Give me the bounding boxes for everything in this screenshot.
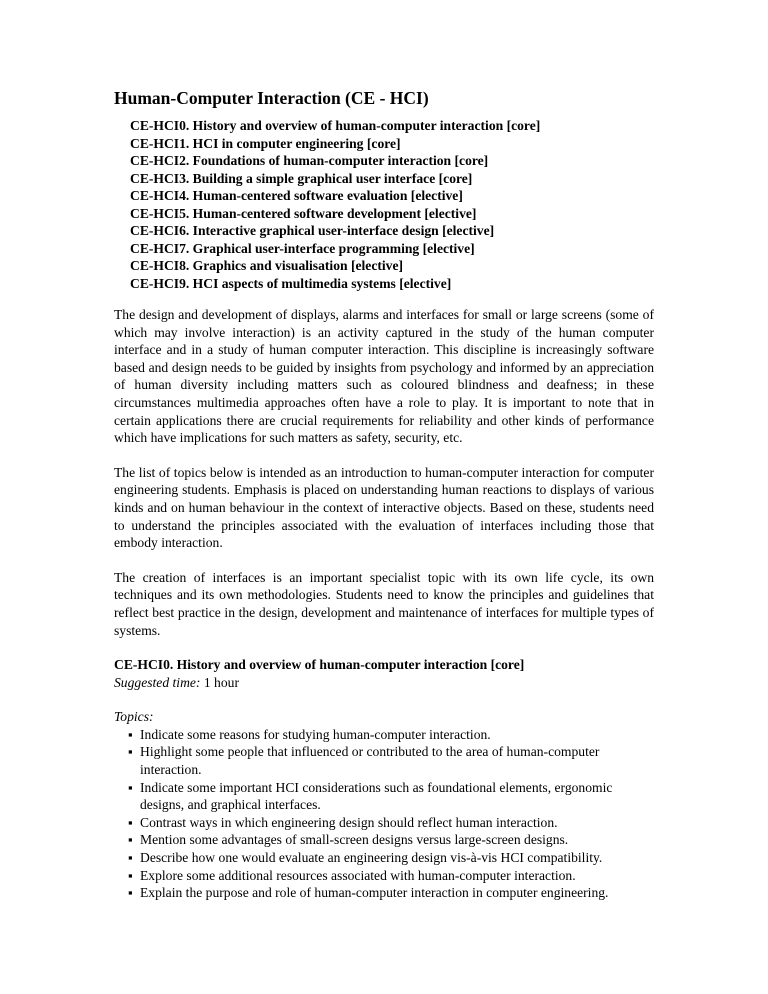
unit-list-item: CE-HCI4. Human-centered software evaluation [elective] (130, 188, 463, 203)
document-page (114, 88, 654, 902)
topic-item: ▪ Mention some advantages of small-screen designs versus large-screen designs. (128, 831, 654, 849)
section-heading: CE-HCI0. History and overview of human-computer interaction [core] (114, 657, 525, 673)
topic-item: ▪ Indicate some reasons for studying human-computer interaction. (128, 726, 654, 744)
suggested-time-label: Suggested time: (114, 674, 201, 690)
unit-list (130, 117, 654, 292)
suggested-time (114, 674, 654, 692)
unit-list-item: CE-HCI0. History and overview of human-computer interaction [core] (130, 118, 541, 133)
intro-paragraph: The design and development of displays, alarms and interfaces for small or large screens (some of which may involve interaction) is an activity captured in the study of the human computer interface and in a study of human computer interaction. This discipline is increasingly software based and design needs to be guided by insights from psychology and informed by an appreciation of human diversity including matters such as coloured blindness and deafness; in these circumstances multimedia approaches often have a role to play. It is important to note that in certain applications there are crucial requirements for reliability and other kinds of performance which have implications for such matters as safety, security, etc. (114, 307, 654, 446)
section-hci0 (114, 656, 654, 902)
topic-item: ▪ Highlight some people that influenced or contributed to the area of human-computer interaction. (128, 743, 654, 778)
unit-list-item: CE-HCI2. Foundations of human-computer interaction [core] (130, 153, 489, 168)
suggested-time-value: 1 hour (200, 674, 239, 690)
interfaces-paragraph: The creation of interfaces is an important specialist topic with its own life cycle, its own techniques and its own methodologies. Students need to know the principles and guidelines that reflect best practice in the design, development and maintenance of interfaces for multiple types of systems. (114, 569, 654, 638)
unit-list-item: CE-HCI9. HCI aspects of multimedia systems [elective] (130, 275, 452, 291)
topic-item: ▪ Describe how one would evaluate an engineering design vis-à-vis HCI compatibility. (128, 849, 654, 867)
topics-label: Topics: (114, 709, 154, 725)
topic-item: ▪ Explain the purpose and role of human-computer interaction in computer engineering. (128, 884, 654, 902)
topic-item: ▪ Indicate some important HCI considerations such as foundational elements, ergonomic designs, and graphical interfaces. (128, 779, 654, 814)
topics-list (114, 726, 654, 902)
unit-list-item: CE-HCI6. Interactive graphical user-interface design [elective] (130, 223, 495, 238)
topic-item: ▪ Contrast ways in which engineering design should reflect human interaction. (128, 814, 654, 832)
unit-list-item: CE-HCI8. Graphics and visualisation [elective] (130, 258, 404, 273)
unit-list-item: CE-HCI7. Graphical user-interface programming [elective] (130, 240, 475, 256)
unit-list-item: CE-HCI3. Building a simple graphical user interface [core] (130, 170, 473, 186)
unit-list-item: CE-HCI5. Human-centered software development [elective] (130, 205, 477, 221)
unit-list-item: CE-HCI1. HCI in computer engineering [core] (130, 135, 401, 151)
topic-item: ▪ Explore some additional resources associated with human-computer interaction. (128, 867, 654, 885)
topics-intro-paragraph: The list of topics below is intended as an introduction to human-computer interaction for computer engineering students. Emphasis is placed on understanding human reactions to displays of various kinds and on human behaviour in the context of interactive objects. Based on these, students need to understand the principles associated with the evaluation of interfaces including those that embody interaction. (114, 464, 654, 551)
document-title: Human-Computer Interaction (CE - HCI) (114, 88, 429, 108)
